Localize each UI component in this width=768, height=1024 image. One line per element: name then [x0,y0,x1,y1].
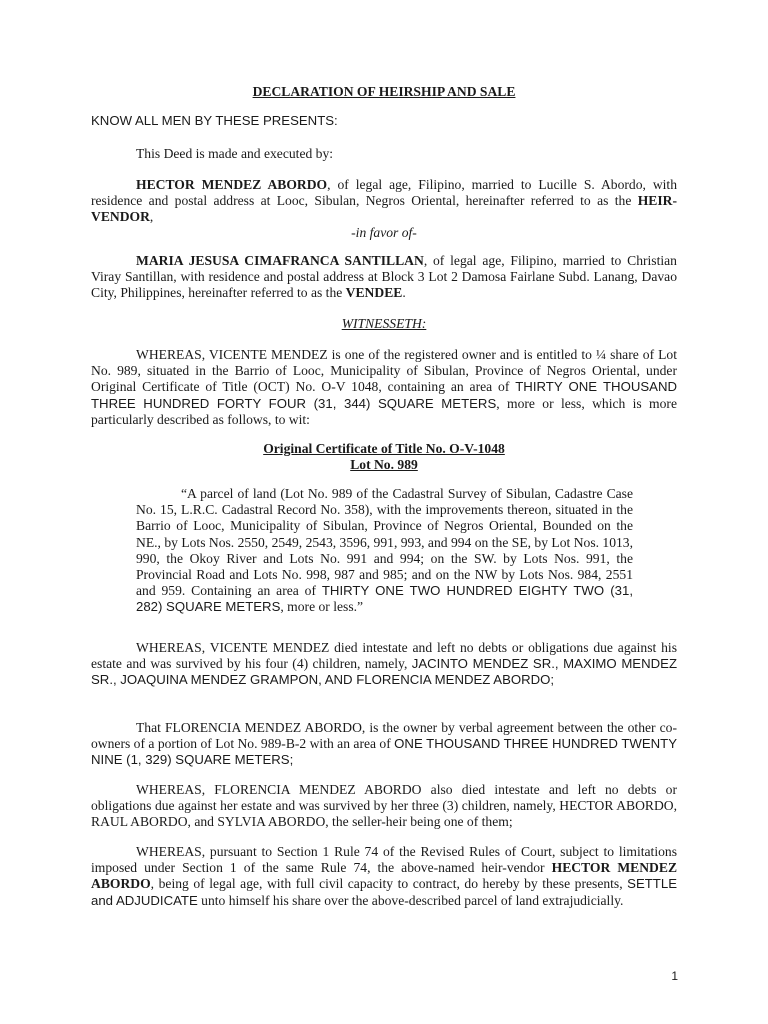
certificate-heading: Original Certificate of Title No. O-V-1048 [263,441,505,456]
whereas-4-name: HECTOR MENDEZ ABORDO [91,860,678,892]
whereas-4-mid: , being of legal age, with full civil capacity to contract, do hereby by these presents, [150,876,628,892]
lot-description-quote [136,486,633,616]
whereas-2-text: WHEREAS, VICENTE MENDEZ died intestate and left no debts or obligations due against his estate and was survived by his four (4) children, namely, [91,640,677,672]
witnesseth-heading: WITNESSETH: [341,316,427,331]
whereas-paragraph-3: WHEREAS, FLORENCIA MENDEZ ABORDO also died intestate and left no debts or obligations due against her estate and was survived by her three (3) children, namely, HECTOR ABORDO, RAUL ABORDO, and SYLVIA ABORDO, the seller-heir being one of them; [91,782,677,830]
whereas-paragraph-2 [91,640,677,689]
quote-text: “A parcel of land (Lot No. 989 of the Cadastral Survey of Sibulan, Cadastre Case No. 15, L.R.C. Cadastral Record No. 358), with the improvements thereon, situated in the Barrio of Looc, Municipality of Sibulan, Province of Negros Oriental, Bounded on the NE., by Lots Nos. 2550, 2549, 2543, 3596, 991, 993, and 994 on the SE, by Lot Nos. 1013, 990, the Okoy River and Lots No. 991 and 994; on the SW. by Lots Nos. 991, the Provincial Road and Lots No. 998, 987 and 985; and on the NW by Lots Nos. 984, 2551 and 959. Containing an area of [136,486,633,599]
whereas-4-settle: SETTLE and ADJUDICATE [91,876,677,908]
heir-vendor-end: , [149,209,154,225]
vendee-role: VENDEE [345,285,403,301]
that-paragraph [91,720,677,769]
whereas-1-end: , more or less, which is more particularly described as follows, to wit: [91,395,677,427]
document-title: DECLARATION OF HEIRSHIP AND SALE [252,84,516,99]
that-text: That FLORENCIA MENDEZ ABORDO, is the owner by verbal agreement between the other co-owners of a portion of Lot No. 989-B-2 with an area of [91,720,677,752]
heir-vendor-details: , of legal age, Filipino, married to Lucille S. Abordo, with residence and postal address at Looc, Sibulan, Negros Oriental, hereinafter referred to as the [91,177,677,209]
vendee-end: . [402,285,406,301]
quote-area: THIRTY ONE TWO HUNDRED EIGHTY TWO (31, 282) SQUARE METERS [136,583,633,615]
whereas-paragraph-4 [91,844,677,909]
vendee-details: , of legal age, Filipino, married to Christian Viray Santillan, with residence and postal address at Block 3 Lot 2 Damosa Fairlane Subd. Lanang, Davao City, Philippines, hereinafter referred to as the [91,253,677,301]
heir-vendor-name: HECTOR MENDEZ ABORDO [136,177,328,192]
heir-vendor-role: HEIR-VENDOR [91,193,677,225]
lot-heading: Lot No. 989 [350,457,418,472]
whereas-1-text: WHEREAS, VICENTE MENDEZ is one of the registered owner and is entitled to ¼ share of Lot No. 989, situated in the Barrio of Looc, Municipality of Sibulan, Province of Negros Oriental, under Original Certificate of Title (OCT) No. O-V 1048, containing an area of [91,347,677,395]
in-favor-of: -in favor of- [351,225,417,240]
whereas-paragraph-1 [91,347,677,428]
opening-line: KNOW ALL MEN BY THESE PRESENTS: [91,113,338,128]
heir-vendor-paragraph [91,177,677,226]
page-number: 1 [671,969,678,983]
whereas-4-end: unto himself his share over the above-described parcel of land extrajudicially. [197,892,624,908]
whereas-2-names: JACINTO MENDEZ SR., MAXIMO MENDEZ SR., JOAQUINA MENDEZ GRAMPON, AND FLORENCIA MENDEZ ABORDO; [91,656,677,688]
deed-intro: This Deed is made and executed by: [136,146,334,161]
whereas-1-area: THIRTY ONE THOUSAND THREE HUNDRED FORTY FOUR (31, 344) SQUARE METERS [91,379,677,411]
whereas-4-text: WHEREAS, pursuant to Section 1 Rule 74 of the Revised Rules of Court, subject to limitations imposed under Section 1 of the same Rule 74, the above-named heir-vendor [91,844,677,876]
vendee-paragraph [91,253,677,302]
that-area: ONE THOUSAND THREE HUNDRED TWENTY NINE (1, 329) SQUARE METERS; [91,736,678,768]
quote-end: , more or less.” [280,599,364,615]
vendee-name: MARIA JESUSA CIMAFRANCA SANTILLAN [136,253,424,268]
